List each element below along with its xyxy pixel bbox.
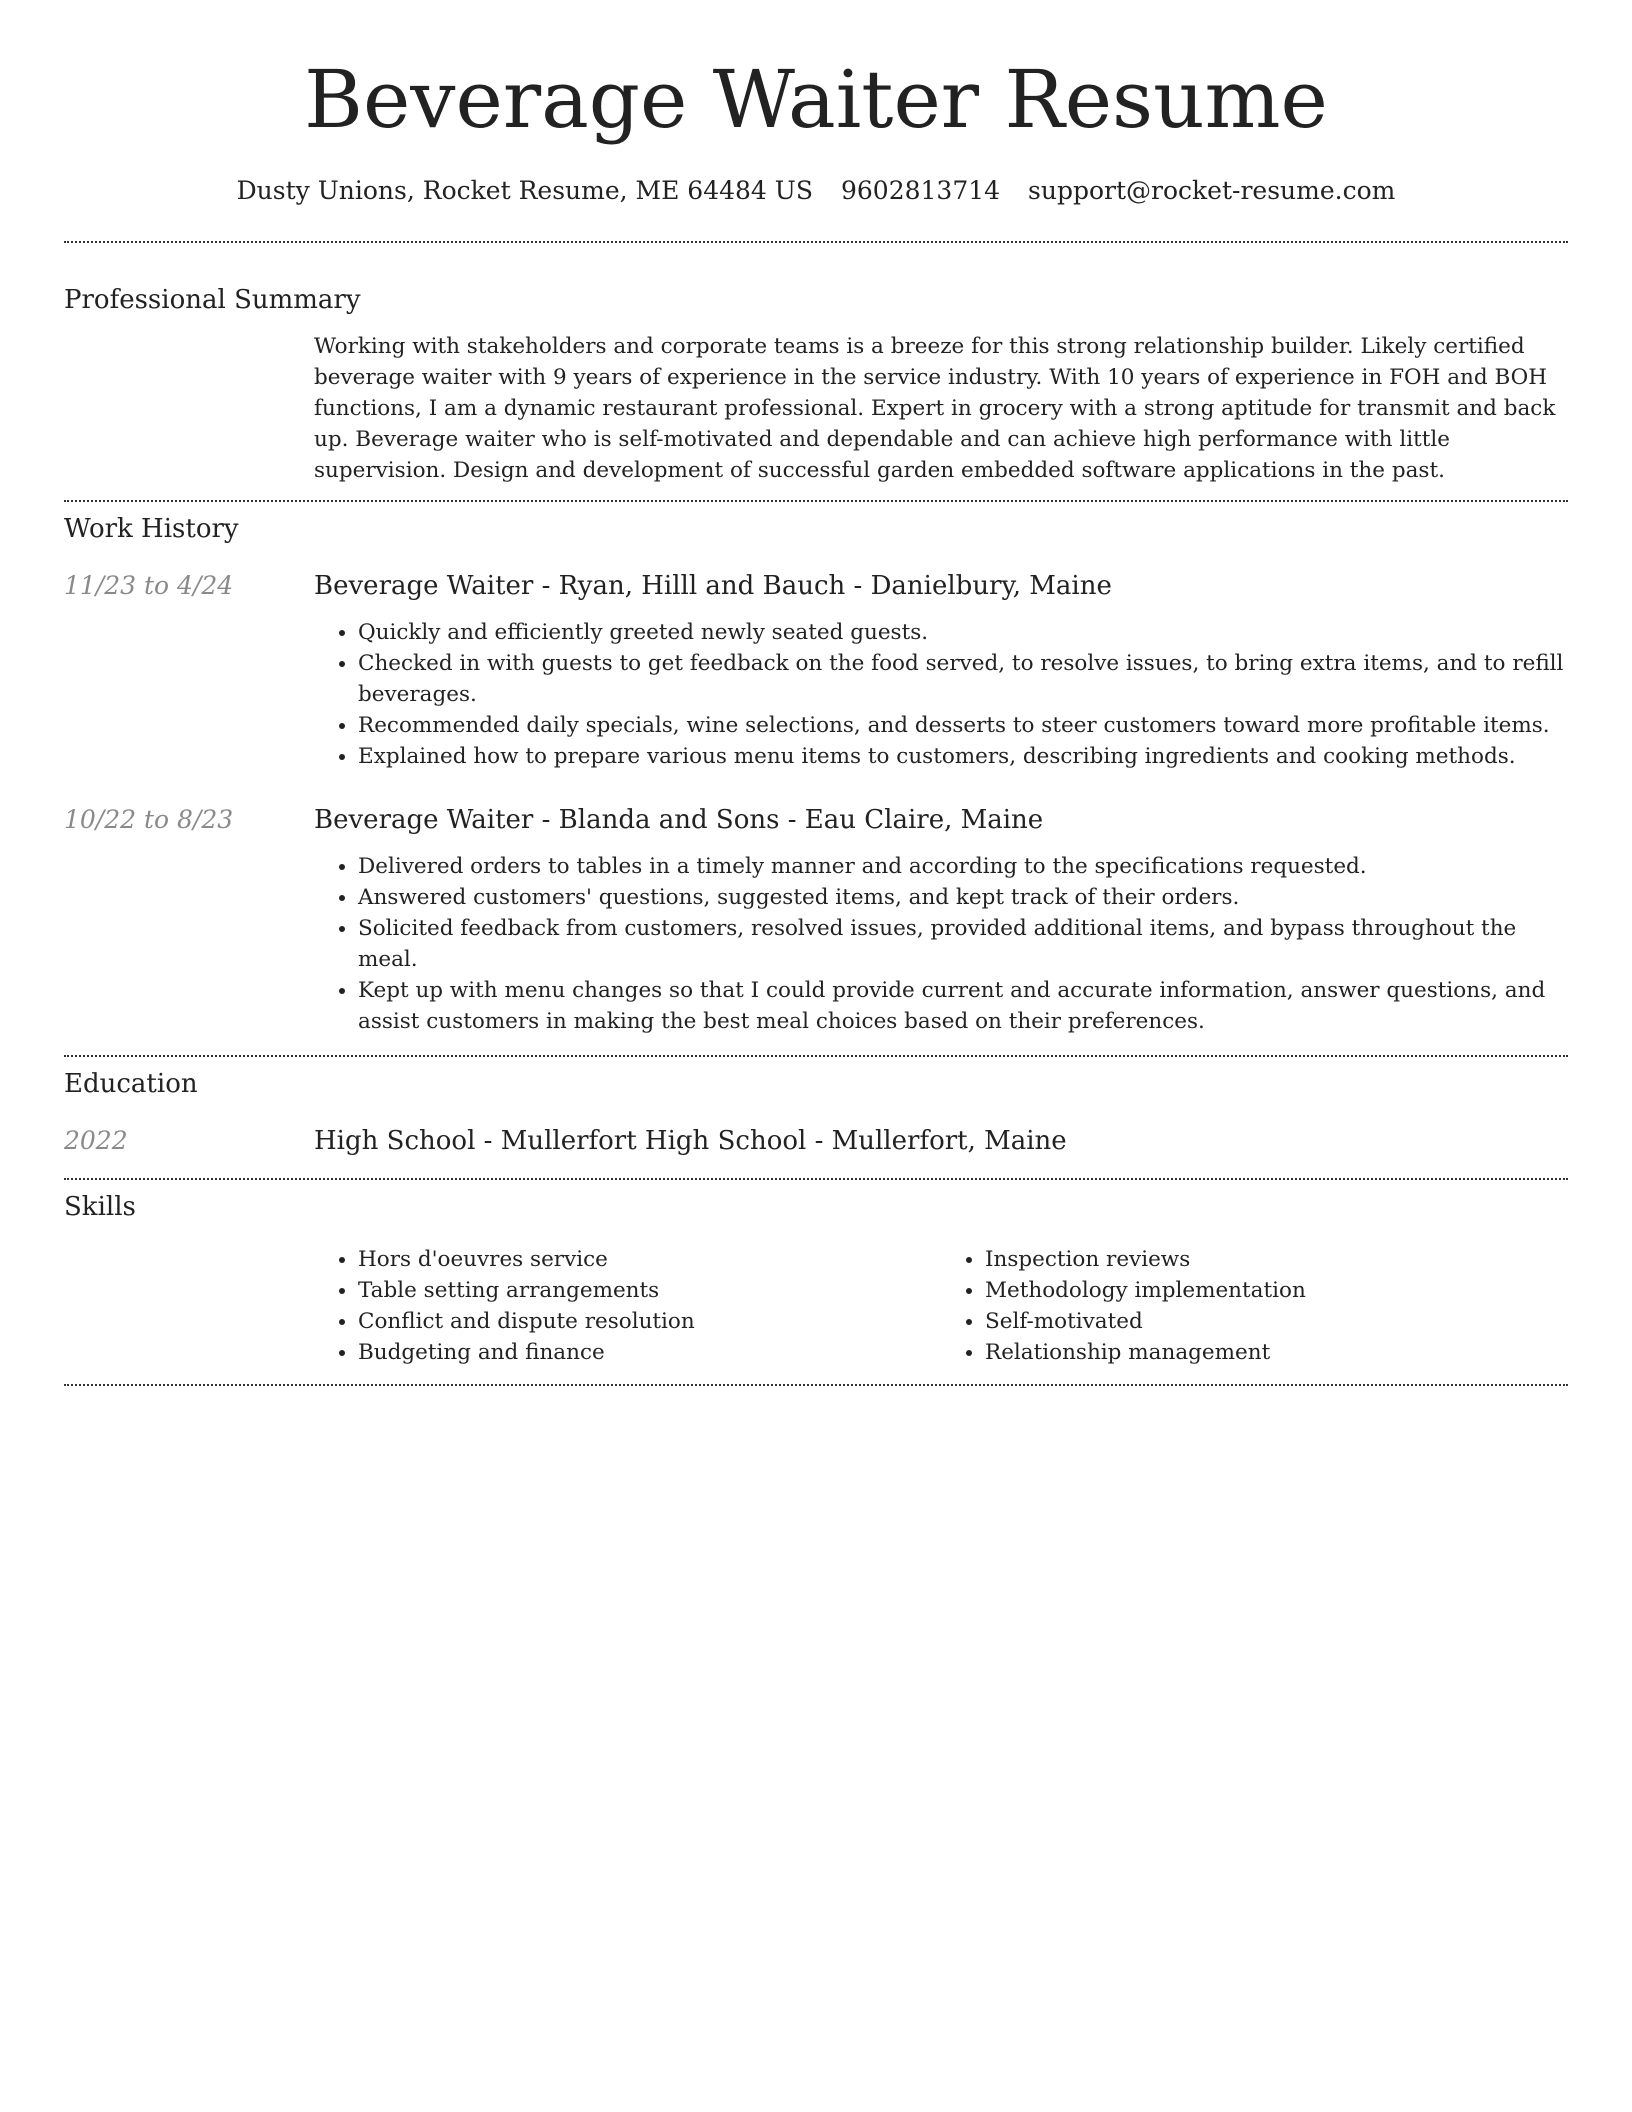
divider [64, 500, 1568, 502]
list-item: • Conflict and dispute resolution [358, 1306, 941, 1337]
list-item: • Solicited feedback from customers, resolved issues, provided additional items, and bypass throughout the meal. [358, 913, 1568, 975]
list-item: • Kept up with menu changes so that I could provide current and accurate information, answer questions, and assist customers in making the best meal choices based on their preferences. [358, 975, 1568, 1037]
list-item: • Hors d'oeuvres service [358, 1244, 941, 1275]
list-item: • Quickly and efficiently greeted newly seated guests. [358, 617, 1568, 648]
list-item: • Table setting arrangements [358, 1275, 941, 1306]
summary-row [64, 331, 1568, 486]
summary-text: Working with stakeholders and corporate teams is a breeze for this strong relationship builder. Likely certified beverage waiter with 9 years of experience in the service industry. With 10 years of experience in FOH and BOH functions, I am a dynamic restaurant professional. Expert in grocery with a strong aptitude for transmit and back up. Beverage waiter who is self-motivated and dependable and can achieve high performance with little supervision. Design and development of successful garden embedded software applications in the past. [314, 334, 1556, 483]
section-heading-skills: Skills [64, 1192, 136, 1222]
list-item: • Answered customers' questions, suggested items, and kept track of their orders. [358, 882, 1568, 913]
contact-line [64, 174, 1568, 208]
job-dates: 11/23 to 4/24 [64, 571, 234, 600]
divider [64, 241, 1568, 243]
skills-row [64, 1244, 1568, 1368]
list-item: • Relationship management [985, 1337, 1568, 1368]
list-item: • Explained how to prepare various menu items to customers, describing ingredients and cooking methods. [358, 741, 1568, 772]
job-entry [64, 803, 1568, 1037]
contact-email: support@rocket-resume.com [1028, 176, 1396, 205]
divider [64, 1178, 1568, 1180]
education-year: 2022 [64, 1126, 128, 1155]
list-item: • Self-motivated [985, 1306, 1568, 1337]
contact-address: Dusty Unions, Rocket Resume, ME 64484 US [236, 176, 813, 205]
job-entry [64, 569, 1568, 772]
section-heading-work: Work History [64, 514, 239, 544]
job-bullets [314, 851, 1568, 1037]
skills-list-right [941, 1244, 1568, 1368]
list-item: • Budgeting and finance [358, 1337, 941, 1368]
section-heading-summary: Professional Summary [64, 285, 361, 315]
list-item: • Recommended daily specials, wine selections, and desserts to steer customers toward more profitable items. [358, 710, 1568, 741]
list-item: • Delivered orders to tables in a timely manner and according to the specifications requested. [358, 851, 1568, 882]
job-dates: 10/22 to 8/23 [64, 805, 234, 834]
divider [64, 1384, 1568, 1386]
education-title: High School - Mullerfort High School - Mullerfort, Maine [314, 1126, 1067, 1156]
job-title: Beverage Waiter - Blanda and Sons - Eau Claire, Maine [314, 805, 1044, 835]
skills-list-left [314, 1244, 941, 1368]
education-entry [64, 1124, 1568, 1158]
job-bullets [314, 617, 1568, 772]
list-item: • Inspection reviews [985, 1244, 1568, 1275]
list-item: • Checked in with guests to get feedback on the food served, to resolve issues, to bring extra items, and to refill beverages. [358, 648, 1568, 710]
list-item: • Methodology implementation [985, 1275, 1568, 1306]
section-heading-education: Education [64, 1069, 198, 1099]
page-title: Beverage Waiter Resume [304, 53, 1328, 146]
divider [64, 1055, 1568, 1057]
contact-phone: 9602813714 [840, 176, 1001, 205]
job-title: Beverage Waiter - Ryan, Hilll and Bauch - Danielbury, Maine [314, 571, 1112, 601]
